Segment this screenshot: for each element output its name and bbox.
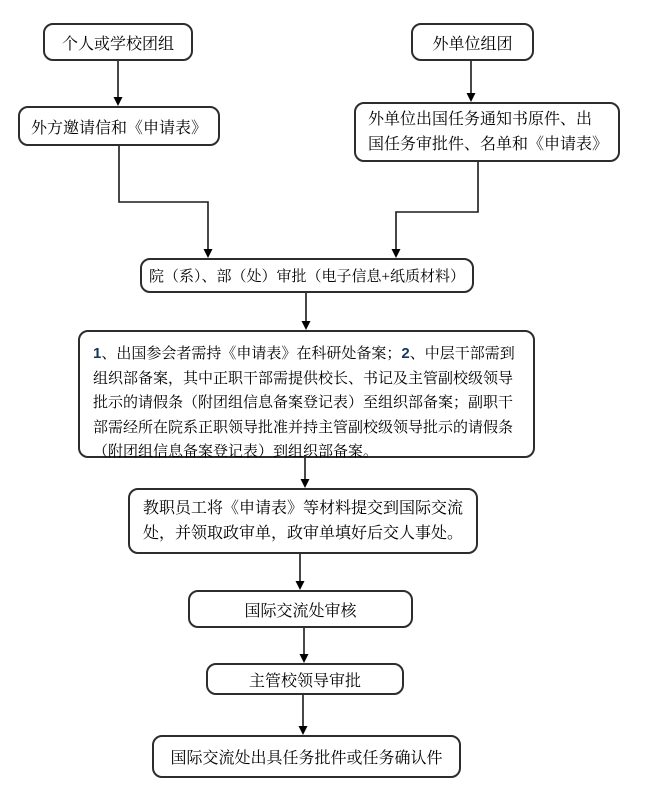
node-external-unit-documents bbox=[354, 102, 620, 162]
node-filing-requirements-notes bbox=[78, 330, 535, 458]
node-label: 外方邀请信和《申请表》 bbox=[30, 119, 207, 137]
node-label: 外单位组团 bbox=[432, 35, 513, 53]
node-label: 主管校领导审批 bbox=[248, 672, 361, 690]
node-label: 国际交流处审核 bbox=[244, 602, 357, 620]
node-international-exchange-office-review bbox=[188, 590, 413, 628]
notes-text bbox=[93, 342, 520, 465]
node-label: 教职员工将《申请表》等材料提交到国际交流处，并领取政审单，政审单填好后交人事处。 bbox=[143, 500, 464, 542]
connector-submit-to-review bbox=[296, 554, 305, 590]
node-label: 个人或学校团组 bbox=[61, 35, 174, 53]
note-segment-1: 、出国参会者需持《申请表》在科研处备案； bbox=[101, 346, 402, 362]
note-number-1: 1 bbox=[93, 345, 102, 362]
node-staff-submit-materials bbox=[128, 488, 478, 554]
node-department-approval bbox=[140, 258, 474, 293]
node-individual-or-school-group bbox=[43, 23, 193, 61]
node-label: 国际交流处出具任务批件或任务确认件 bbox=[170, 750, 443, 767]
node-label: 外单位出国任务通知书原件、出国任务审批件、名单和《申请表》 bbox=[368, 111, 609, 153]
node-school-leader-approval bbox=[206, 663, 404, 695]
node-task-approval-issuance bbox=[152, 735, 461, 778]
connector-leader-to-task bbox=[299, 695, 308, 735]
connector-review-to-leader bbox=[300, 628, 309, 663]
connector-individual-to-invitation bbox=[114, 61, 123, 106]
connector-dept-to-notes bbox=[302, 293, 311, 330]
node-label: 院（系）、部（处）审批（电子信息+纸质材料） bbox=[149, 269, 465, 285]
connector-extdocs-to-dept bbox=[392, 162, 479, 258]
note-segment-2: 、中层干部需到组织部备案，其中正职干部需提供校长、书记及主管副校级领导批示的请假条（附团组信息备案登记表）至组织部备案；副职干部需经所在院系正职领导批准并持主管副校级领导批示的请假条（附团组信息备案登记表）到组织部备案。 bbox=[93, 346, 515, 460]
note-number-2: 2 bbox=[401, 345, 410, 362]
node-foreign-invitation-and-application bbox=[18, 106, 220, 146]
node-external-unit-group bbox=[411, 23, 534, 61]
connector-extgroup-to-extdocs bbox=[467, 61, 476, 102]
connector-invitation-to-dept bbox=[119, 146, 213, 258]
